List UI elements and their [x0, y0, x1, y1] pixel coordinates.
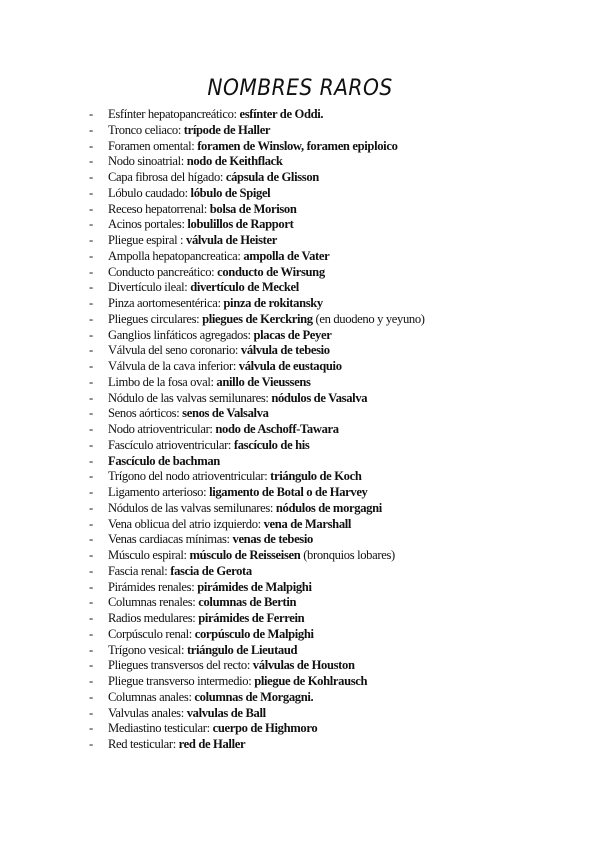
list-item — [89, 233, 589, 249]
list-item — [89, 391, 589, 407]
term-label: Tronco celiaco: — [108, 122, 184, 137]
list-dash: - — [89, 374, 93, 389]
list-item — [89, 123, 589, 139]
term-label: Senos aórticos: — [108, 406, 183, 421]
term-label: Venas cardiacas mínimas: — [108, 532, 233, 547]
term-label: Mediastino testicular: — [108, 721, 213, 736]
list-dash: - — [89, 359, 93, 373]
list-item — [89, 154, 589, 170]
list-item — [89, 375, 589, 391]
list-dash: - — [89, 390, 93, 405]
term-label: Esfínter hepatopancreático: — [108, 107, 240, 121]
term-label: Pliegue espiral : — [108, 233, 186, 247]
eponym-name: válvula de eustaquio — [238, 359, 342, 373]
term-label: Radios medulares: — [108, 611, 199, 625]
term-label: Acinos portales: — [108, 217, 188, 232]
eponym-name: red de Haller — [178, 737, 246, 751]
list-dash: - — [89, 185, 93, 200]
eponym-name: triángulo de Lieutaud — [186, 642, 298, 657]
eponym-name: ampolla de Vater — [243, 248, 330, 263]
term-label: Nodo atrioventricular: — [108, 422, 216, 436]
eponym-name: triángulo de Koch — [270, 469, 362, 484]
term-label: Fascia renal: — [108, 563, 171, 578]
term-label: Divertículo ileal: — [108, 280, 191, 295]
list-dash: - — [89, 548, 93, 562]
term-label: Nodo sinoatrial: — [108, 154, 187, 169]
eponym-name: pliegue de Kohlrausch — [254, 674, 368, 688]
list-item — [89, 328, 589, 344]
eponym-name: valvulas de Ball — [186, 705, 266, 720]
eponym-name: cuerpo de Highmoro — [212, 721, 318, 736]
list-item — [89, 548, 589, 564]
eponym-name: nódulos de Vasalva — [271, 390, 368, 405]
term-label: Músculo espiral: — [108, 548, 190, 562]
term-list — [89, 107, 589, 753]
list-dash: - — [89, 469, 93, 484]
list-item — [89, 690, 589, 706]
term-label: Valvulas anales: — [108, 705, 187, 720]
eponym-name: columnas de Morgagni. — [194, 689, 314, 704]
eponym-name: válvulas de Houston — [252, 658, 355, 673]
list-item — [89, 186, 589, 202]
list-dash: - — [89, 264, 93, 279]
term-label: Ligamento arterioso: — [108, 485, 210, 499]
eponym-name: pirámides de Malpighi — [197, 579, 312, 594]
list-dash: - — [89, 500, 93, 515]
term-label: Foramen omental: — [108, 138, 198, 153]
list-item — [89, 139, 589, 155]
list-item — [89, 580, 589, 596]
list-dash: - — [89, 532, 93, 547]
eponym-name: columnas de Bertin — [198, 595, 297, 610]
term-label: Trígono del nodo atrioventricular: — [108, 469, 271, 484]
term-note: (en duodeno y yeyuno) — [312, 311, 425, 326]
term-label: Trígono vesical: — [108, 642, 187, 657]
list-dash: - — [89, 485, 93, 499]
list-item — [89, 280, 589, 296]
list-item — [89, 658, 589, 674]
list-item — [89, 595, 589, 611]
list-item — [89, 202, 589, 218]
term-note: (bronquios lobares) — [300, 548, 395, 562]
eponym-name: lóbulo de Spigel — [190, 185, 271, 200]
term-label: Fascículo atrioventricular: — [108, 437, 234, 452]
list-item — [89, 611, 589, 627]
list-dash: - — [89, 170, 93, 184]
list-dash: - — [89, 296, 93, 310]
eponym-name: nodo de Aschoff-Tawara — [215, 422, 339, 436]
list-item — [89, 343, 589, 359]
term-label: Ampolla hepatopancreatica: — [108, 248, 244, 263]
eponym-name: válvula de Heister — [186, 233, 277, 247]
term-label: Limbo de la fosa oval: — [108, 374, 217, 389]
eponym-name: vena de Marshall — [263, 516, 352, 531]
list-item — [89, 406, 589, 422]
list-dash: - — [89, 233, 93, 247]
list-dash: - — [89, 406, 93, 421]
list-item — [89, 564, 589, 580]
list-item — [89, 674, 589, 690]
list-dash: - — [89, 122, 93, 137]
list-dash: - — [89, 422, 93, 436]
list-dash: - — [89, 343, 93, 358]
list-dash: - — [89, 563, 93, 578]
term-label: Pliegues transversos del recto: — [108, 658, 253, 673]
eponym-name: bolsa de Morison — [209, 201, 297, 216]
list-item — [89, 170, 589, 186]
term-label: Columnas anales: — [108, 689, 195, 704]
term-label: Nódulo de las valvas semilunares: — [108, 390, 272, 405]
list-item — [89, 737, 589, 753]
list-item — [89, 454, 589, 470]
term-label: Pliegues circulares: — [108, 311, 203, 326]
eponym-name: Fascículo de bachman — [108, 453, 220, 468]
list-dash: - — [89, 453, 93, 468]
term-label: Pinza aortomesentérica: — [108, 296, 224, 310]
eponym-name: anillo de Vieussens — [216, 374, 311, 389]
list-item — [89, 422, 589, 438]
list-item — [89, 706, 589, 722]
list-dash: - — [89, 658, 93, 673]
list-item — [89, 627, 589, 643]
term-label: Corpúsculo renal: — [108, 626, 195, 641]
term-label: Pirámides renales: — [108, 579, 198, 594]
eponym-name: pliegues de Kerckring — [202, 311, 313, 326]
list-dash: - — [89, 595, 93, 610]
list-dash: - — [89, 721, 93, 736]
list-dash: - — [89, 437, 93, 452]
eponym-name: placas de Peyer — [253, 327, 332, 342]
list-dash: - — [89, 327, 93, 342]
list-dash: - — [89, 217, 93, 232]
list-dash: - — [89, 311, 93, 326]
eponym-name: fascia de Gerota — [170, 563, 252, 578]
term-label: Receso hepatorrenal: — [108, 201, 210, 216]
list-dash: - — [89, 248, 93, 263]
list-dash: - — [89, 737, 93, 751]
eponym-name: ligamento de Botal o de Harvey — [209, 485, 368, 499]
list-item — [89, 249, 589, 265]
list-item — [89, 643, 589, 659]
list-item — [89, 469, 589, 485]
eponym-name: conducto de Wirsung — [217, 264, 325, 279]
eponym-name: esfínter de Oddi. — [239, 107, 324, 121]
eponym-name: pirámides de Ferrein — [198, 611, 305, 625]
list-item — [89, 359, 589, 375]
list-item — [89, 517, 589, 533]
list-dash: - — [89, 280, 93, 295]
list-item — [89, 532, 589, 548]
list-item — [89, 217, 589, 233]
term-label: Red testicular: — [108, 737, 179, 751]
eponym-name: lobulillos de Rapport — [187, 217, 294, 232]
page-title: NOMBRES RAROS — [207, 76, 393, 101]
eponym-name: fascículo de his — [233, 437, 310, 452]
eponym-name: senos de Valsalva — [182, 406, 269, 421]
term-label: Conducto pancreático: — [108, 264, 218, 279]
eponym-name: pinza de rokitansky — [223, 296, 323, 310]
term-label: Lóbulo caudado: — [108, 185, 191, 200]
list-item — [89, 721, 589, 737]
term-label: Válvula del seno coronario: — [108, 343, 241, 358]
list-dash: - — [89, 611, 93, 625]
list-item — [89, 485, 589, 501]
eponym-name: nódulos de morgagni — [275, 500, 382, 515]
term-label: Columnas renales: — [108, 595, 199, 610]
list-item — [89, 312, 589, 328]
list-dash: - — [89, 626, 93, 641]
list-dash: - — [89, 579, 93, 594]
list-dash: - — [89, 642, 93, 657]
eponym-name: músculo de Reisseisen — [189, 548, 301, 562]
eponym-name: trípode de Haller — [183, 122, 271, 137]
term-label: Pliegue transverso intermedio: — [108, 674, 255, 688]
list-dash: - — [89, 516, 93, 531]
eponym-name: venas de tebesio — [232, 532, 313, 547]
list-item — [89, 107, 589, 123]
term-label: Válvula de la cava inferior: — [108, 359, 239, 373]
list-dash: - — [89, 154, 93, 169]
list-dash: - — [89, 138, 93, 153]
eponym-name: válvula de tebesio — [240, 343, 330, 358]
term-label: Nódulos de las valvas semilunares: — [108, 500, 276, 515]
eponym-name: nodo de Keithflack — [186, 154, 283, 169]
list-dash: - — [89, 689, 93, 704]
list-dash: - — [89, 705, 93, 720]
eponym-name: divertículo de Meckel — [190, 280, 299, 295]
list-item — [89, 296, 589, 312]
list-item — [89, 265, 589, 281]
eponym-name: foramen de Winslow, foramen epiploico — [197, 138, 398, 153]
term-label: Vena oblicua del atrio izquierdo: — [108, 516, 264, 531]
list-dash: - — [89, 201, 93, 216]
list-dash: - — [89, 674, 93, 688]
list-item — [89, 438, 589, 454]
eponym-name: corpúsculo de Malpighi — [194, 626, 314, 641]
list-item — [89, 501, 589, 517]
term-label: Capa fibrosa del hígado: — [108, 170, 226, 184]
eponym-name: cápsula de Glisson — [225, 170, 319, 184]
term-label: Ganglios linfáticos agregados: — [108, 327, 254, 342]
list-dash: - — [89, 107, 93, 121]
